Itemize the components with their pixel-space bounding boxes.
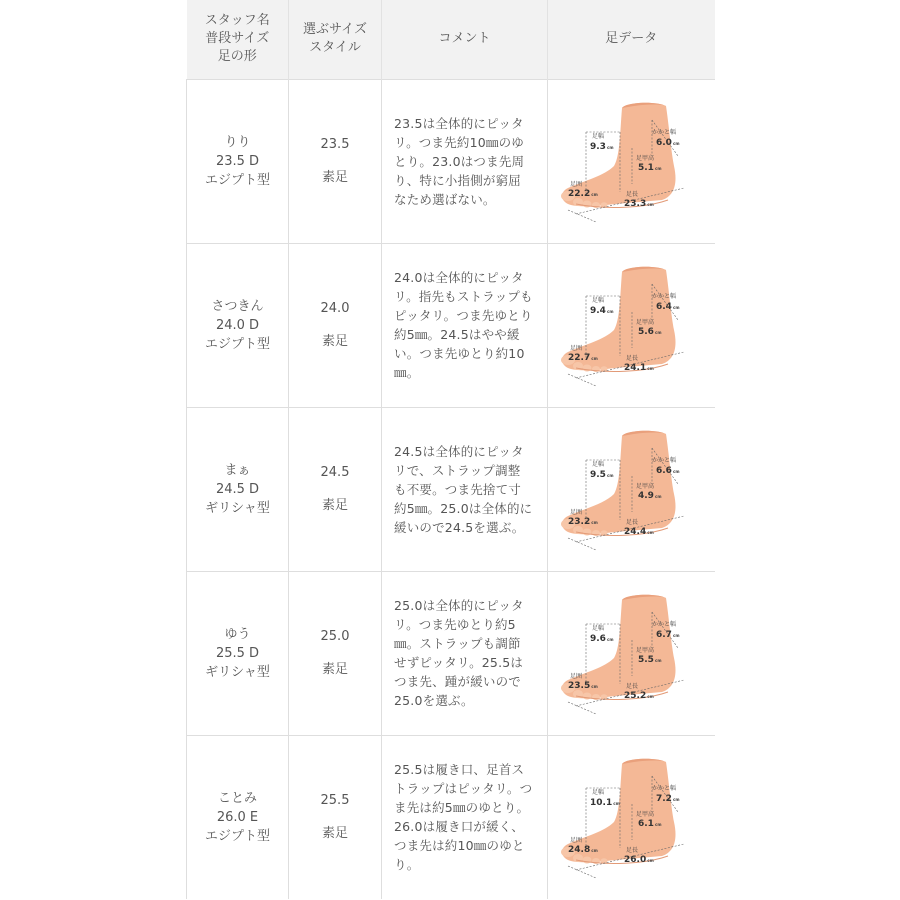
style: 素足: [321, 170, 348, 185]
chosen-size: 25.5: [320, 793, 350, 809]
size-cell: [289, 407, 382, 571]
unit-label: cm: [607, 473, 614, 478]
foot-shape: ギリシャ型: [205, 500, 270, 516]
girth-label: 足囲: [570, 509, 583, 516]
girth-label: 足囲: [570, 673, 583, 680]
comment-cell: 23.5は全体的にピッタリ。つま先約10㎜のゆとり。23.0はつま先周り、特に小指側が窮屈なため選ばない。: [382, 79, 548, 243]
length-label: 足長: [626, 683, 639, 690]
foot-diagram: [556, 588, 706, 718]
style: 素足: [321, 498, 348, 513]
width-value: 9.5cm: [590, 470, 614, 480]
foot-data-cell: [548, 571, 715, 735]
unit-label: cm: [673, 797, 680, 803]
unit-label: cm: [647, 202, 655, 207]
foot-data-cell: [548, 407, 715, 571]
header-staff-line3: 足の形: [217, 49, 257, 65]
size-cell: [289, 735, 382, 899]
instep-value: 4.9cm: [638, 491, 662, 501]
length-value: 24.1cm: [624, 363, 655, 373]
length-label: 足長: [626, 355, 639, 362]
usual-size: 23.5 D: [215, 153, 260, 169]
heel-label: かかと幅: [652, 129, 677, 136]
width-value: 9.4cm: [590, 306, 614, 316]
instep-label: 足甲高: [636, 319, 655, 326]
foot-shape: エジプト型: [204, 172, 270, 188]
length-label: 足長: [626, 519, 639, 526]
unit-label: cm: [673, 141, 680, 146]
staff-cell: [187, 79, 289, 243]
instep-label: 足甲高: [636, 155, 655, 162]
width-value: 9.3cm: [590, 142, 614, 152]
instep-label: 足甲高: [636, 647, 655, 654]
girth-label: 足囲: [570, 345, 583, 352]
instep-value: 6.1cm: [638, 819, 662, 830]
unit-label: cm: [591, 520, 599, 525]
chosen-size: 24.5: [320, 465, 350, 480]
heel-label: かかと幅: [652, 621, 677, 628]
unit-label: cm: [591, 684, 599, 689]
length-label: 足長: [626, 847, 639, 855]
staff-name: さつきん: [211, 298, 264, 314]
comment-cell: 24.5は全体的にピッタリで、ストラップ調整も不要。つま先捨て寸約5㎜。25.0は全体的に緩いので24.5を選ぶ。: [382, 407, 548, 571]
staff-name: ことみ: [217, 790, 257, 806]
unit-label: cm: [591, 848, 599, 854]
table-row: [187, 735, 715, 899]
width-label: 足幅: [592, 789, 605, 797]
width-label: 足幅: [592, 297, 605, 304]
usual-size: 24.5 D: [215, 481, 260, 497]
header-size: [289, 0, 382, 79]
unit-label: cm: [647, 858, 655, 864]
unit-label: cm: [655, 494, 662, 499]
foot-shape: エジプト型: [204, 828, 270, 844]
instep-label: 足甲高: [636, 811, 655, 819]
usual-size: 25.5 D: [215, 645, 260, 661]
table-header-row: [187, 0, 715, 79]
table-row: [187, 79, 715, 243]
unit-label: cm: [655, 658, 662, 663]
width-label: 足幅: [592, 625, 605, 632]
foot-data-cell: [548, 79, 715, 243]
girth-value: 24.8cm: [568, 845, 599, 856]
unit-label: cm: [655, 822, 662, 828]
unit-label: cm: [607, 637, 614, 642]
size-cell: [289, 571, 382, 735]
header-staff-line2: 普段サイズ: [205, 31, 270, 47]
unit-label: cm: [607, 145, 614, 150]
unit-label: cm: [591, 356, 599, 361]
header-staff: [187, 0, 289, 79]
staff-name: ゆう: [224, 626, 251, 642]
header-staff-line1: スタッフ名: [204, 13, 270, 29]
staff-cell: [187, 243, 289, 407]
unit-label: cm: [655, 330, 662, 335]
instep-value: 5.1cm: [638, 163, 662, 173]
instep-value: 5.5cm: [638, 655, 662, 665]
instep-label: 足甲高: [636, 483, 655, 490]
usual-size: 26.0 E: [216, 809, 259, 825]
foot-shape: ギリシャ型: [205, 664, 270, 680]
girth-label: 足囲: [570, 837, 583, 845]
girth-value: 23.5cm: [568, 681, 599, 691]
heel-label: かかと幅: [652, 785, 677, 793]
style: 素足: [321, 826, 348, 842]
chosen-size: 24.0: [320, 301, 350, 316]
staff-name: まぁ: [224, 462, 251, 478]
length-value: 25.2cm: [624, 691, 655, 701]
style: 素足: [321, 662, 348, 677]
heel-value: 6.0cm: [656, 138, 680, 148]
foot-data-cell: [548, 735, 715, 899]
foot-data-cell: [548, 243, 715, 407]
length-value: 26.0cm: [624, 855, 655, 866]
style: 素足: [321, 334, 348, 349]
unit-label: cm: [607, 309, 614, 314]
unit-label: cm: [673, 305, 680, 310]
heel-value: 6.7cm: [656, 630, 680, 640]
heel-label: かかと幅: [652, 457, 677, 464]
comment-cell: 24.0は全体的にピッタリ。指先もストラップもピッタリ。つま先ゆとり約5㎜。24.5はやや緩い。つま先ゆとり約10㎜。: [382, 243, 548, 407]
chosen-size: 25.0: [320, 629, 350, 644]
unit-label: cm: [591, 192, 599, 197]
unit-label: cm: [613, 801, 621, 807]
unit-label: cm: [655, 166, 662, 171]
usual-size: 24.0 D: [215, 317, 260, 333]
foot-diagram: [556, 96, 706, 226]
header-size-line2: スタイル: [309, 40, 361, 56]
heel-label: かかと幅: [652, 293, 677, 300]
width-label: 足幅: [592, 133, 605, 140]
unit-label: cm: [647, 694, 655, 699]
foot-shape: エジプト型: [204, 336, 270, 352]
size-table-container: [186, 0, 714, 900]
staff-name: りり: [224, 134, 251, 150]
width-label: 足幅: [592, 461, 605, 468]
table-row: [187, 407, 715, 571]
girth-value: 23.2cm: [568, 517, 599, 527]
comment-cell: 25.5は履き口、足首ストラップはピッタリ。つま先は約5㎜のゆとり。26.0は履き口が緩く、つま先は約10㎜のゆとり。: [382, 735, 548, 899]
girth-value: 22.2cm: [568, 189, 599, 199]
girth-label: 足囲: [570, 181, 583, 188]
staff-cell: [187, 407, 289, 571]
staff-cell: [187, 735, 289, 899]
length-label: 足長: [626, 191, 639, 198]
unit-label: cm: [673, 469, 680, 474]
width-value: 9.6cm: [590, 634, 614, 644]
heel-value: 6.4cm: [656, 302, 680, 312]
table-row: [187, 571, 715, 735]
girth-value: 22.7cm: [568, 353, 599, 363]
size-cell: [289, 79, 382, 243]
unit-label: cm: [647, 366, 655, 371]
foot-diagram: [556, 752, 706, 882]
unit-label: cm: [647, 530, 655, 535]
length-value: 23.3cm: [624, 199, 655, 209]
comment-cell: 25.0は全体的にピッタリ。つま先ゆとり約5㎜。ストラップも調節せずピッタリ。25.5はつま先、踵が緩いので25.0を選ぶ。: [382, 571, 548, 735]
staff-cell: [187, 571, 289, 735]
table-row: [187, 243, 715, 407]
heel-value: 7.2cm: [656, 794, 680, 805]
size-cell: [289, 243, 382, 407]
unit-label: cm: [673, 633, 680, 638]
chosen-size: 23.5: [320, 137, 350, 152]
header-size-line1: 選ぶサイズ: [303, 22, 367, 38]
width-value: 10.1cm: [590, 798, 621, 809]
length-value: 24.4cm: [624, 527, 655, 537]
foot-diagram: [556, 260, 706, 390]
header-foot-data: 足データ: [548, 0, 715, 79]
header-comment: コメント: [382, 0, 548, 79]
instep-value: 5.6cm: [638, 327, 662, 337]
heel-value: 6.6cm: [656, 466, 680, 476]
size-comparison-table: [186, 0, 715, 899]
foot-diagram: [556, 424, 706, 554]
